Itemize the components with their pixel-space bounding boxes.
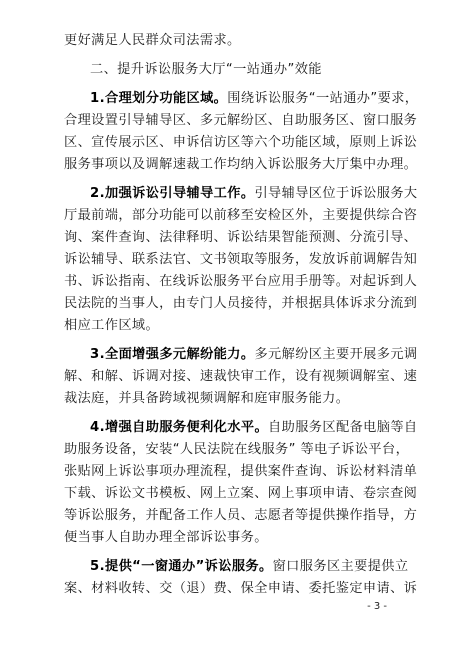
text-line [64, 483, 418, 505]
text-line [64, 154, 418, 176]
line-text: 等诉讼服务，并配备工作人员、志愿者等提供操作指导，方 [64, 508, 418, 523]
line-text: 裁法庭，并具备跨域视频调解和庭审服务能力。 [64, 391, 350, 406]
text-line [64, 59, 398, 81]
line-text: 窗口服务区主要提供立 [272, 559, 409, 574]
line-text: 多元解纷区主要开展多元调 [254, 347, 418, 362]
text-line [64, 132, 418, 154]
text-line [64, 315, 398, 337]
line-text: 书、诉讼指南、在线诉讼服务平台应用手册等。对起诉到人 [64, 274, 418, 289]
paragraph-heading-line [64, 183, 418, 205]
text-line [64, 461, 418, 483]
document-body [64, 30, 419, 600]
paragraph-heading-line [64, 344, 418, 366]
line-text: 二、提升诉讼服务大厅“一站通办”效能 [90, 62, 322, 77]
paragraph-heading-line [64, 88, 419, 110]
paragraph-heading-line [64, 556, 409, 578]
paragraph-lead: 2.加强诉讼引导辅导工作。 [90, 186, 255, 201]
text-line [64, 505, 418, 527]
paragraph-gap [64, 81, 398, 88]
line-text: 厅最前端，部分功能可以前移至安检区外，主要提供综合咨 [64, 208, 418, 223]
line-text: 合理设置引导辅导区、多元解纷区、自助服务区、窗口服务 [64, 113, 418, 128]
text-line [64, 388, 398, 410]
paragraph-gap [64, 176, 398, 183]
text-line [64, 227, 418, 249]
line-text: 解、和解、诉调对接、速裁快审工作，设有视频调解室、速 [64, 369, 418, 384]
line-text: 围绕诉讼服务“一站通办”要求， [227, 91, 419, 106]
line-text: 相应工作区域。 [64, 318, 160, 333]
paragraph-gap [64, 52, 398, 59]
line-text: 区、宣传展示区、申诉信访区等六个功能区域，原则上诉讼 [64, 135, 418, 150]
line-text: 助服务设备，安装“人民法院在线服务” 等电子诉讼平台， [64, 442, 410, 457]
line-text: 下载、诉讼文书模板、网上立案、网上事项申请、卷宗查阅 [64, 486, 418, 501]
text-line [64, 293, 418, 315]
line-text: 便当事人自助办理全部诉讼事务。 [64, 530, 268, 545]
text-line [64, 249, 418, 271]
line-text: 询、案件查询、法律释明、诉讼结果智能预测、分流引导、 [64, 230, 418, 245]
paragraph-heading-line [64, 417, 418, 439]
paragraph-lead: 5.提供“一窗通办”诉讼服务。 [90, 559, 273, 574]
text-line [64, 366, 418, 388]
line-text: 案、材料收转、交（退）费、保全申请、委托鉴定申请、诉 [64, 581, 418, 596]
paragraph-lead: 3.全面增强多元解纷能力。 [90, 347, 255, 362]
paragraph-lead: 4.增强自助服务便利化水平。 [90, 420, 269, 435]
line-text: 自助服务区配备电脑等自 [268, 420, 418, 435]
paragraph-lead: 1.合理划分功能区域。 [90, 91, 228, 106]
paragraph-gap [64, 410, 398, 417]
line-text: 服务事项以及调解速裁工作均纳入诉讼服务大厅集中办理。 [64, 157, 418, 172]
text-line [64, 271, 418, 293]
line-text: 诉讼辅导、联系法官、文书领取等服务，发放诉前调解告知 [64, 252, 418, 267]
text-line [64, 578, 418, 600]
line-text: 引导辅导区位于诉讼服务大 [254, 186, 418, 201]
text-line [64, 205, 418, 227]
line-text: 更好满足人民群众司法需求。 [64, 33, 241, 48]
paragraph-gap [64, 337, 398, 344]
text-line [64, 110, 418, 132]
text-line [64, 30, 398, 52]
text-line [64, 527, 398, 549]
paragraph-gap [64, 549, 398, 556]
page-number: - 3 - [367, 601, 387, 612]
line-text: 民法院的当事人，由专门人员接待，并根据具体诉求分流到 [64, 296, 418, 311]
text-line [64, 439, 410, 461]
line-text: 张贴网上诉讼事项办理流程，提供案件查询、诉讼材料清单 [64, 464, 418, 479]
